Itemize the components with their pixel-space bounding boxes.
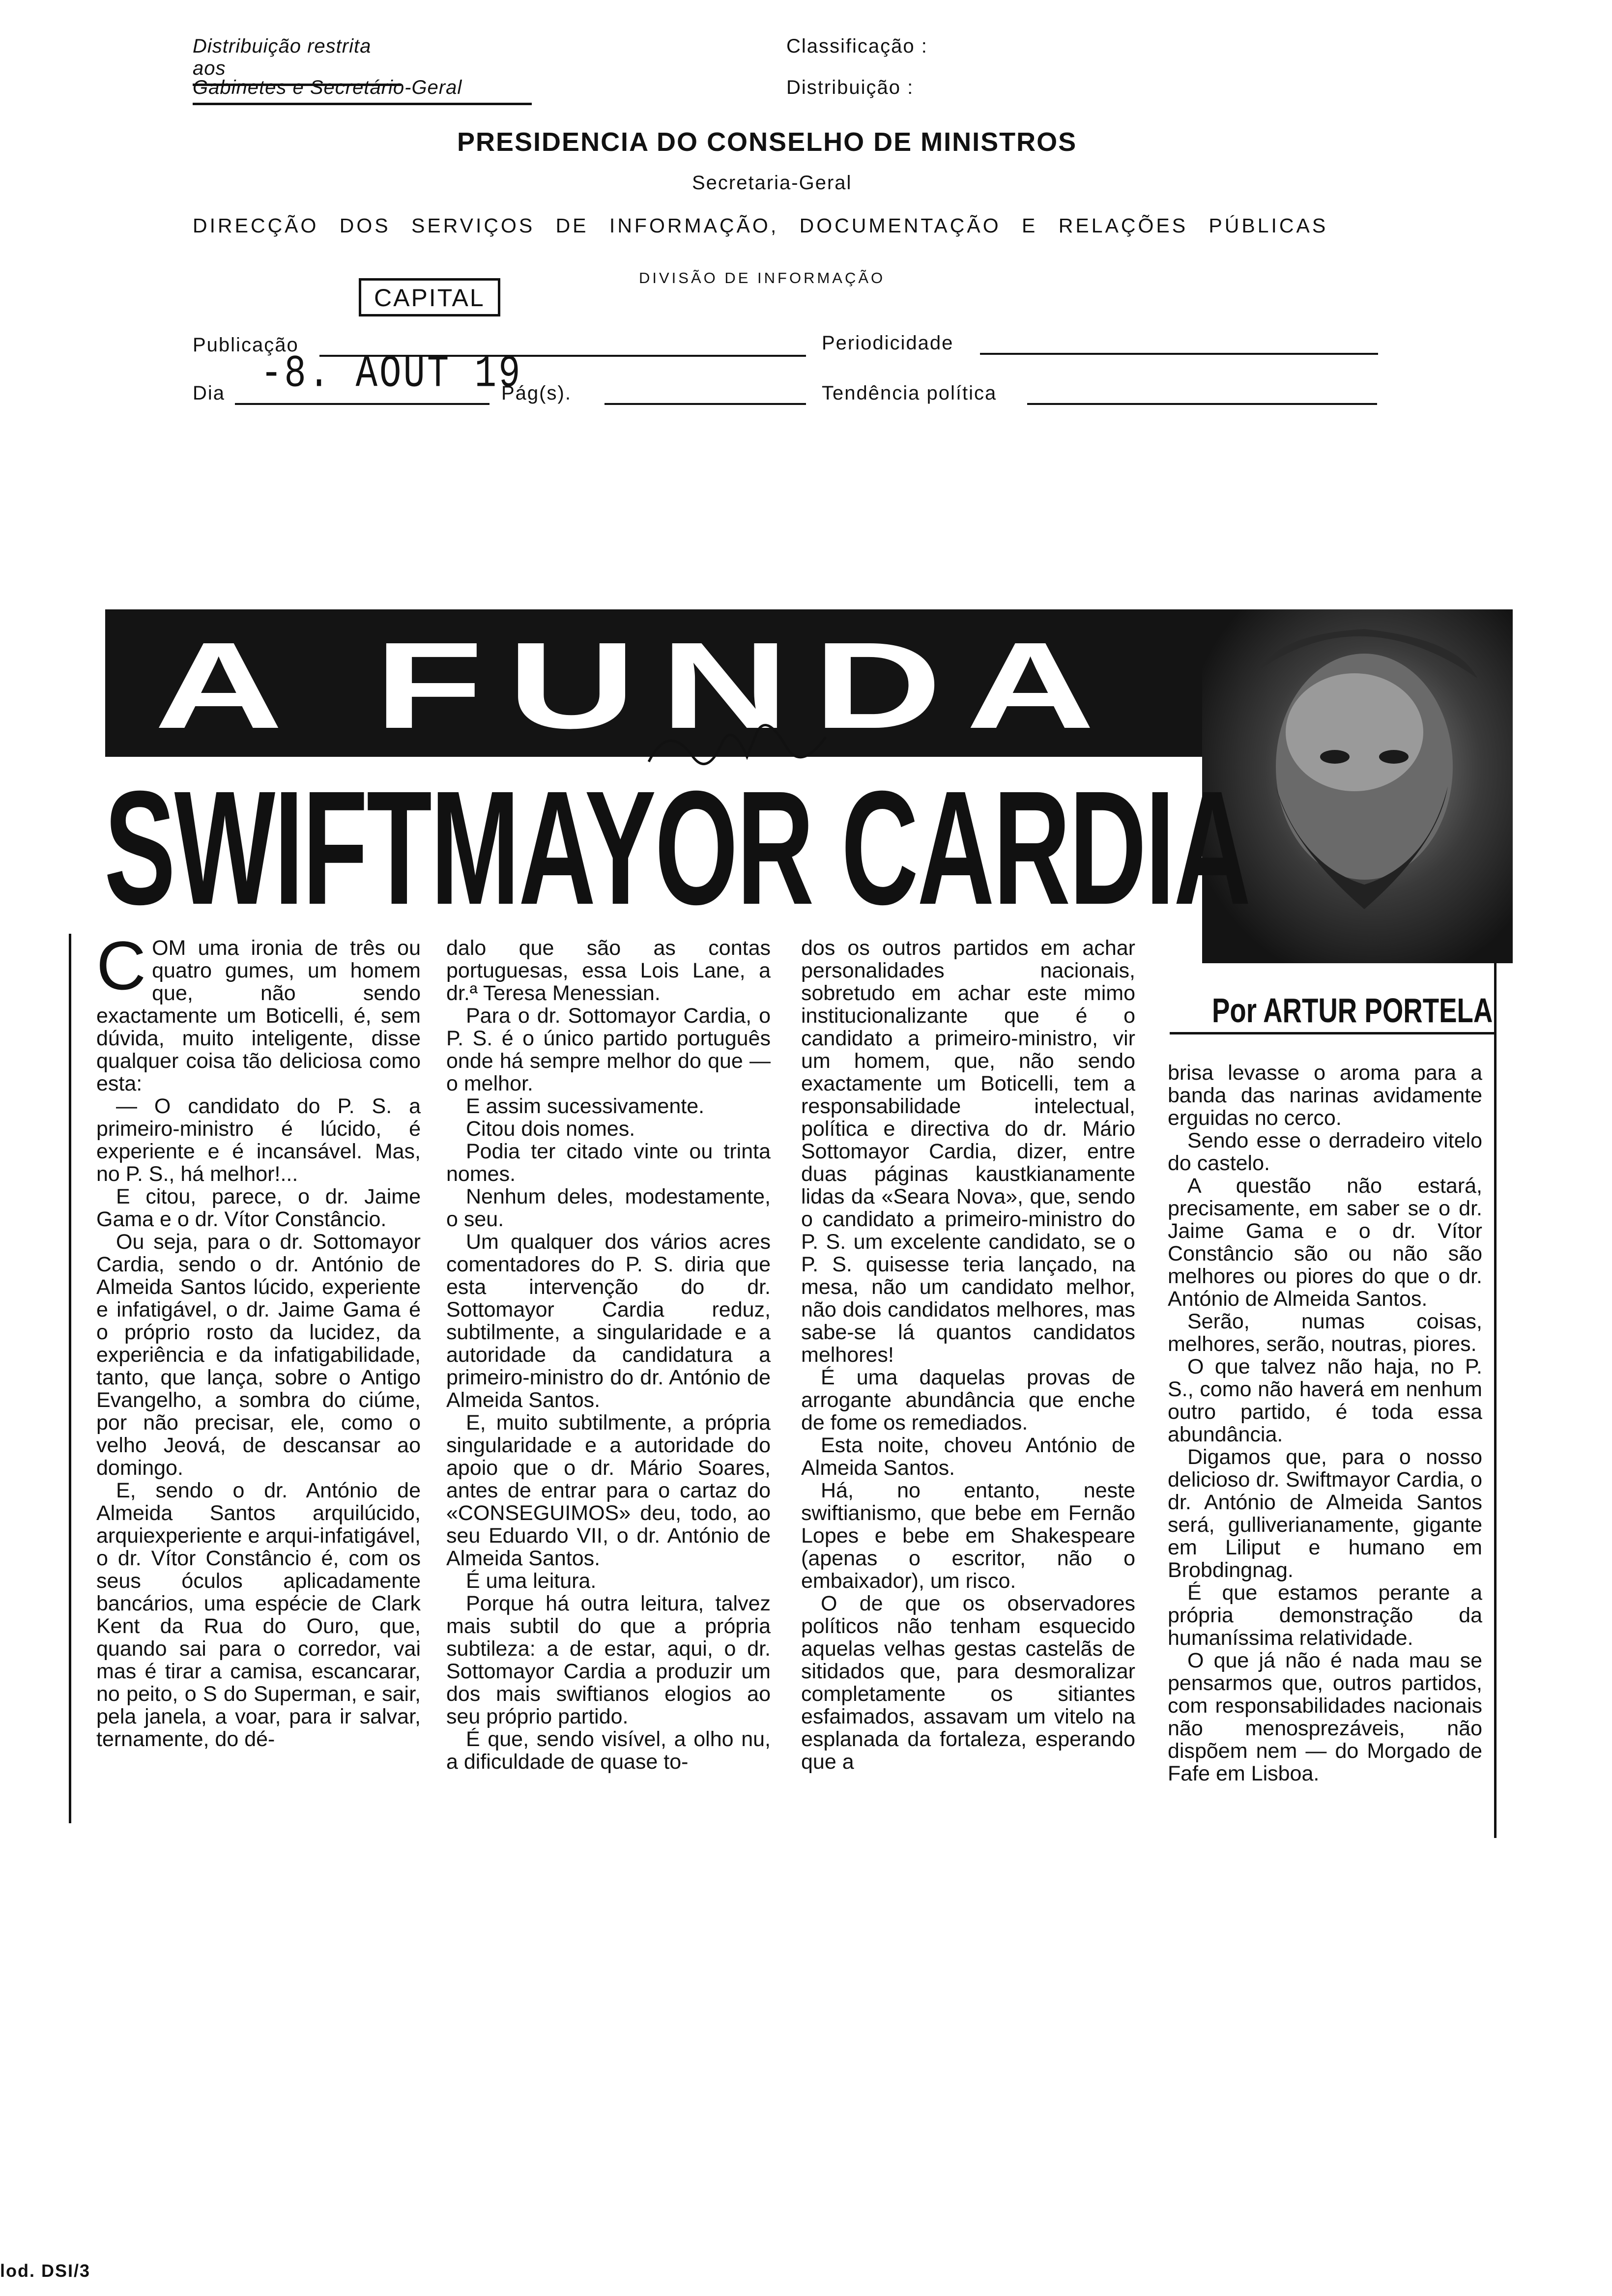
paragraph: O de que os observadores políticos não tenham esquecido aquelas velhas gestas castelãs de sitidados que, para desmoralizar completamente os sitiantes esfaimados, assavam um vitelo na esplanada da fortaleza, esperando que a — [801, 1592, 1135, 1774]
tendency-label: Tendência política — [822, 382, 997, 404]
pages-label: Pág(s). — [501, 382, 572, 404]
paragraph: — O candidato do P. S. a primeiro-ministro é lúcido, é experiente e é incansável. Mas, no P. S., há melhor!... — [96, 1094, 421, 1186]
document-title: PRESIDENCIA DO CONSELHO DE MINISTROS — [457, 127, 1077, 157]
headline-main: SWIFTMAYOR CARDIA — [104, 757, 1250, 938]
date-stamp: -8. AOUT 19 — [260, 348, 522, 400]
paragraph: Porque há outra leitura, talvez mais subtil do que a própria subtileza: a de estar, aqui, o dr. Sottomayor Cardia a produzir um dos mais swiftianos elogios ao seu próprio partido. — [446, 1592, 771, 1728]
paragraph: É que, sendo visível, a olho nu, a dificuldade de quase to- — [446, 1727, 771, 1774]
form-code: lod. DSI/3 — [0, 2261, 91, 2281]
paragraph: Um qualquer dos vários acres comentadores do P. S. diria que esta intervenção do dr. Sottomayor Cardia reduz, subtilmente, a singularidade e a autoridade da candidatura a primeiro-ministro do dr. António de Almeida Santos. — [446, 1230, 771, 1412]
division-name: DIVISÃO DE INFORMAÇÃO — [639, 269, 886, 287]
paragraph: Citou dois nomes. — [466, 1117, 635, 1141]
paragraph: É uma daquelas provas de arrogante abundância que enche de fome os remediados. — [801, 1366, 1135, 1435]
paragraph: E citou, parece, o dr. Jaime Gama e o dr. Vítor Constâncio. — [96, 1185, 421, 1231]
periodicity-line — [980, 353, 1378, 355]
paragraph: brisa levasse o aroma para a banda das narinas avidamente erguidas no cerco. — [1168, 1061, 1482, 1130]
paragraph: Esta noite, choveu António de Almeida Santos. — [801, 1434, 1135, 1480]
article-column-4 — [1168, 1062, 1482, 1785]
article-column-3 — [801, 937, 1135, 1773]
paragraph: OM uma ironia de três ou quatro gumes, um homem que, não sendo exactamente um Boticelli, é, sem dúvida, muito inteligente, disse qualquer coisa tão deliciosa como esta: — [96, 936, 421, 1095]
handwritten-scribble — [639, 703, 845, 801]
paragraph: E, muito subtilmente, a própria singularidade e a autoridade do apoio que o dr. Mário Soares, antes de entrar para o cartaz do «CONSEGUIMOS» deu, todo, ao seu Eduardo VII, o dr. António de Almeida Santos. — [446, 1411, 771, 1570]
distribution-restricted-line1: Distribuição restrita aos — [193, 35, 401, 86]
pages-line — [604, 403, 806, 405]
byline-rule — [1170, 1032, 1494, 1034]
paragraph: E assim sucessivamente. — [466, 1094, 705, 1118]
right-margin-rule — [1494, 963, 1497, 1838]
distribution-restricted-line2: Gabinetes e Secretário-Geral — [193, 77, 532, 105]
publication-label: Publicação — [193, 334, 299, 356]
paragraph: Nenhum deles, modestamente, o seu. — [446, 1185, 771, 1231]
paragraph: O que já não é nada mau se pensarmos que, outros partidos, com responsabilidades nacionais não menosprezáveis, não dispõem nem — do Morgado de Fafe em Lisboa. — [1168, 1649, 1482, 1785]
document-subtitle: Secretaria-Geral — [692, 172, 852, 194]
paragraph: dalo que são as contas portuguesas, essa Lois Lane, a dr.ª Teresa Menessian. — [446, 936, 771, 1005]
headline-top: A FUNDA — [154, 617, 1119, 754]
paragraph: Há, no entanto, neste swiftianismo, que bebe em Fernão Lopes e bebe em Shakespeare (apenas o escritor, não o embaixador), um risco. — [801, 1479, 1135, 1593]
paragraph: dos os outros partidos em achar personalidades nacionais, sobretudo em achar este mimo institucionalizante que é o candidato a primeiro-ministro, vir um homem, que, não sendo exactamente um Boticelli, tem a responsabilidade intelectual, política e directiva do dr. Mário Sottomayor Cardia, dizer, entre duas páginas kaustkianamente lidas da «Seara Nova», que, sendo o candidato a primeiro-ministro do P. S. um excelente candidato, se o P. S. quisesse teria lançado, na mesa, não um candidato melhor, não dois candidatos melhores, mas sabe-se lá quantos candidatos melhores! — [801, 936, 1135, 1367]
article-column-1 — [96, 927, 421, 1751]
paragraph: Serão, numas coisas, melhores, serão, noutras, piores. — [1168, 1310, 1482, 1356]
periodicity-label: Periodicidade — [822, 332, 954, 354]
left-margin-rule — [69, 934, 71, 1823]
paragraph: É que estamos perante a própria demonstração da humaníssima relatividade. — [1168, 1581, 1482, 1650]
day-line — [235, 403, 489, 405]
paragraph: A questão não estará, precisamente, em saber se o dr. Jaime Gama e o dr. Vítor Constâncio são ou não são melhores ou piores do que o dr. António de Almeida Santos. — [1168, 1174, 1482, 1311]
paragraph: É uma leitura. — [466, 1569, 597, 1593]
paragraph: O que talvez não haja, no P. S., como não haverá em nenhum outro partido, é toda essa abundância. — [1168, 1355, 1482, 1446]
directorate-name: DIRECÇÃO DOS SERVIÇOS DE INFORMAÇÃO, DOCUMENTAÇÃO E RELAÇÕES PÚBLICAS — [193, 214, 1328, 237]
paragraph: Sendo esse o derradeiro vitelo do castelo. — [1168, 1129, 1482, 1175]
paragraph: Digamos que, para o nosso delicioso dr. Swiftmayor Cardia, o dr. António de Almeida Santos será, gulliverianamente, gigante em Liliput e humano em Brobdingnag. — [1168, 1445, 1482, 1582]
article-column-2 — [446, 937, 771, 1773]
distribution-label: Distribuição : — [786, 77, 914, 98]
paragraph: E, sendo o dr. António de Almeida Santos arquilúcido, arquiexperiente e arqui-infatigável, o dr. Vítor Constâncio é, com os seus óculos aplicadamente bancários, uma espécie de Clark Kent da Rua do Ouro, que, quando sai para o corredor, vai mas é tirar a camisa, escancarar, no peito, o S do Superman, e sair, pela janela, a voar, para ir salvar, ternamente, do dé- — [96, 1479, 421, 1751]
tendency-line — [1027, 403, 1377, 405]
paragraph: Para o dr. Sottomayor Cardia, o P. S. é o único partido português onde há sempre melhor do que — o melhor. — [446, 1004, 771, 1095]
byline: Por ARTUR PORTELA — [1212, 991, 1493, 1030]
paragraph: Ou seja, para o dr. Sottomayor Cardia, sendo o dr. António de Almeida Santos lúcido, experiente e infatigável, o dr. Jaime Gama é o próprio rosto da lucidez, da experiência e da infatigabilidade, tanto, que lança, sobre o Antigo Evangelho, a sombra do ciúme, por não precisar, ele, como o velho Jeová, de descansar ao domingo. — [96, 1230, 421, 1480]
dropcap: C — [96, 927, 146, 1004]
classification-label: Classificação : — [786, 35, 928, 57]
day-label: Dia — [193, 382, 226, 404]
paragraph: Podia ter citado vinte ou trinta nomes. — [446, 1140, 771, 1186]
publication-stamp: CAPITAL — [359, 278, 500, 316]
